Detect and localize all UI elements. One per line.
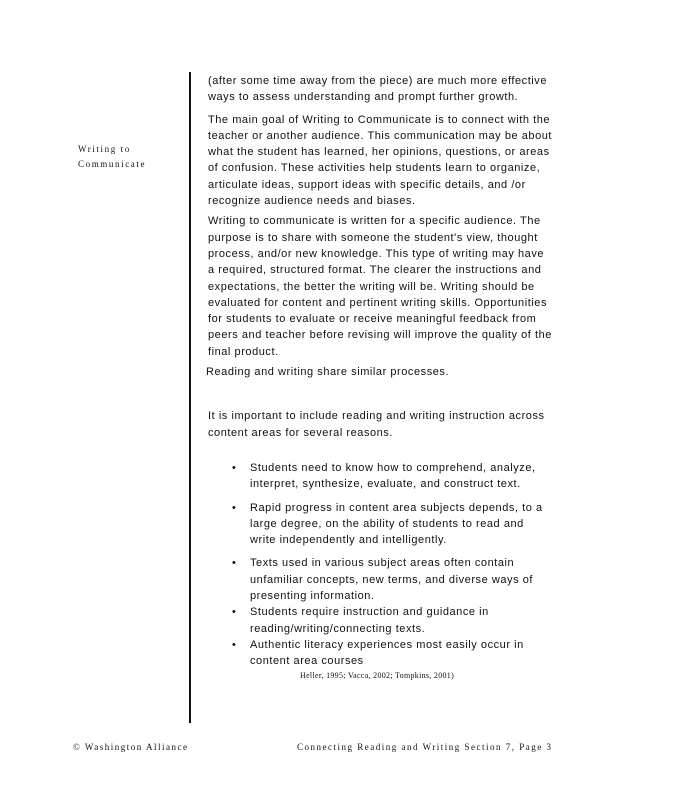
bullet-icon: • bbox=[232, 638, 237, 651]
side-label-line1: Writing to bbox=[78, 144, 131, 154]
list-item-text: Rapid progress in content area subjects depends, to a large degree, on the ability of students to read and write independently and intelligently. bbox=[250, 501, 543, 547]
list-item-text: Authentic literacy experiences most easily occur in content area courses bbox=[250, 638, 524, 668]
list-item bbox=[232, 460, 553, 493]
side-label bbox=[78, 142, 146, 172]
list-item bbox=[232, 555, 553, 604]
margin-rule bbox=[189, 72, 191, 723]
list-item bbox=[232, 500, 553, 549]
paragraph-reasons-intro: It is important to include reading and writing instruction across content areas for several reasons. bbox=[208, 410, 545, 439]
main-content bbox=[208, 73, 553, 682]
list-item bbox=[232, 637, 553, 670]
list-item-text: Students need to know how to comprehend, analyze, interpret, synthesize, evaluate, and construct text. bbox=[250, 461, 536, 491]
list-item-text: Students require instruction and guidance in reading/writing/connecting texts. bbox=[250, 606, 489, 635]
citation: Heller, 1995; Vacca, 2002; Tompkins, 2001) bbox=[300, 670, 455, 680]
side-label-line2: Communicate bbox=[78, 159, 147, 169]
bullet-icon: • bbox=[232, 557, 237, 570]
bullet-icon: • bbox=[232, 606, 237, 619]
paragraph-similar-processes: Reading and writing share similar processes. bbox=[206, 366, 450, 379]
list-item-text: Texts used in various subject areas often contain unfamiliar concepts, new terms, and diverse ways of presenting information. bbox=[250, 557, 533, 603]
paragraph-main-goal: The main goal of Writing to Communicate is to connect with the teacher or another audience. This communication may be about what the student has learned, her opinions, questions, or areas of confusion. These activities help students learn to organize, articulate ideas, support ideas with specific details, and /or recognize audience needs and biases. bbox=[208, 113, 553, 208]
reasons-list bbox=[208, 460, 553, 670]
footer-copyright: © Washington Alliance bbox=[73, 742, 189, 752]
bullet-icon: • bbox=[232, 501, 237, 514]
list-item bbox=[232, 604, 553, 637]
footer-page-info: Connecting Reading and Writing Section 7, Page 3 bbox=[297, 742, 553, 752]
paragraph-continuation: (after some time away from the piece) are much more effective ways to assess understanding and prompt further growth. bbox=[208, 75, 548, 104]
bullet-icon: • bbox=[232, 461, 237, 474]
paragraph-audience: Writing to communicate is written for a specific audience. The purpose is to share with someone the student's view, thought process, and/or new knowledge. This type of writing may have a required, structured format. The clearer the instructions and expectations, the better the writing will be. Writing should be evaluated for content and pertinent writing skills. Opportunities for students to evaluate or receive meaningful feedback from peers and teacher before revising will improve the quality of the final product. bbox=[208, 215, 552, 358]
